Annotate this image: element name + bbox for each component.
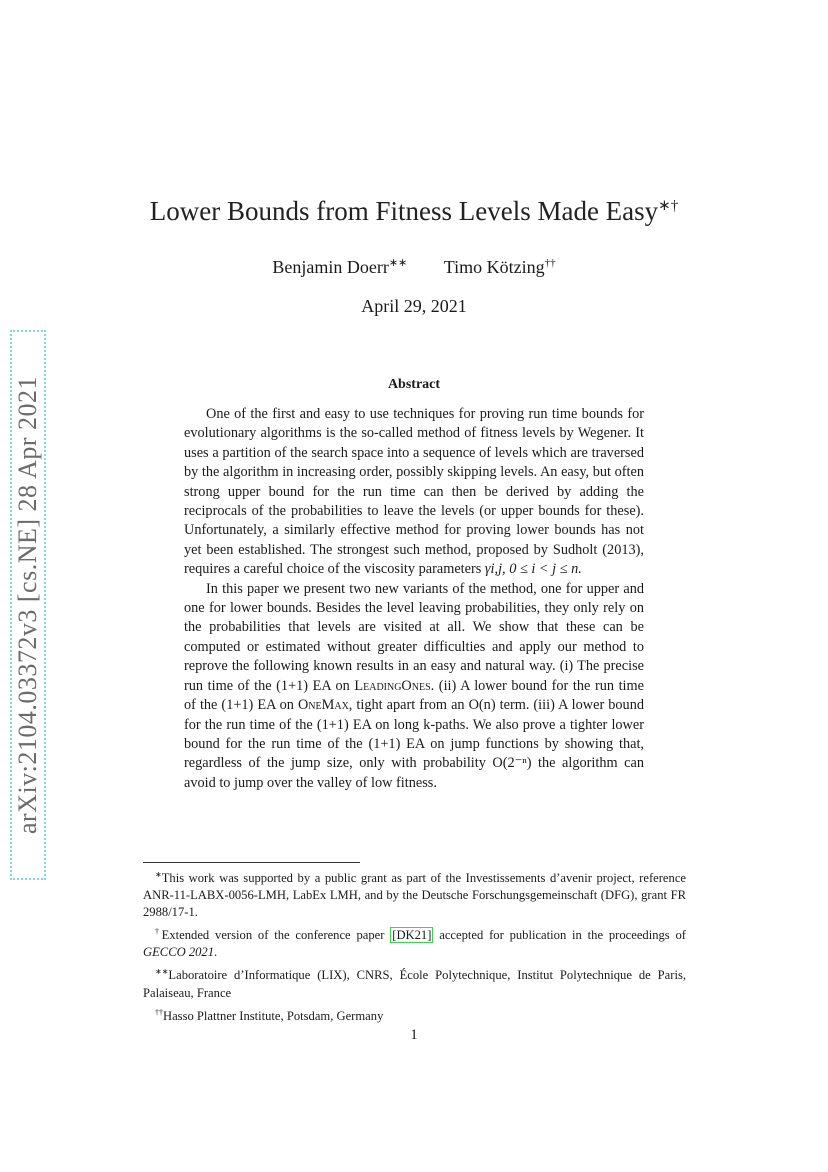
paper-date: April 29, 2021 (361, 296, 467, 316)
arxiv-stamp: arXiv:2104.03372v3 [cs.NE] 28 Apr 2021 (10, 330, 46, 880)
author-list (0, 256, 828, 278)
abstract-body (184, 405, 644, 793)
author-koetzing: Timo Kötzing†† (443, 257, 556, 277)
leadingones-term: LeadingOnes (354, 677, 431, 694)
author-doerr: Benjamin Doerr∗∗ (272, 257, 408, 277)
footnote-divider (143, 862, 360, 863)
footnote-funding: ∗This work was supported by a public grant as part of the Investissements d’avenir project, reference ANR-11-LABX-0056-LMH, LabEx LMH, and by the Deutsche Forschungsgemeinschaft (DFG), grant FR 2988/17-1. (143, 870, 686, 920)
abstract-math: γi,j, 0 ≤ i < j ≤ n. (484, 561, 582, 578)
citation-link-dk21[interactable]: [DK21] (392, 928, 432, 943)
abstract-heading: Abstract (387, 377, 441, 392)
page-number: 1 (410, 1027, 418, 1043)
footnote-affiliation-doerr: ∗∗Laboratoire d’Informatique (LIX), CNRS, École Polytechnique, Institut Polytechnique de Paris, Palaiseau, France (143, 967, 686, 1000)
footnotes (143, 866, 686, 1027)
title-text: Lower Bounds from Fitness Levels Made Easy (149, 196, 659, 226)
abstract-paragraph-1: One of the first and easy to use techniques for proving run time bounds for evolutionary algorithms is the so-called method of fitness levels by Wegener. It uses a partition of the search space into a sequence of levels which are traversed by the algorithm in increasing order, possibly skipping levels. An easy, but often strong upper bound for the run time can then be derived by adding the reciprocals of the probabilities to leave the levels (or upper bounds for these). Unfortunately, a similarly effective method for proving lower bounds has not yet been established. The strongest such method, proposed by Sudholt (2013), requires a careful choice of the viscosity parameters γi,j, 0 ≤ i < j ≤ n. (184, 406, 644, 578)
footnote-affiliation-koetzing: ††Hasso Plattner Institute, Potsdam, Germany (155, 1007, 384, 1023)
abstract-paragraph-2: In this paper we present two new variants of the method, one for upper and one for lower bounds. Besides the level leaving probabilities, they only rely on the probabilities that levels are visited at all. We show that these can be computed or estimated without greater difficulties and apply our method to reprove the following known results in an easy and natural way. (i) The precise run time of the (1+1) EA on LeadingOnes. (ii) A lower bound for the run time of the (1+1) EA on OneMax, tight apart from an O(n) term. (iii) A lower bound for the run time of the (1+1) EA on long k-paths. We also prove a tighter lower bound for the run time of the (1+1) EA on jump functions by showing that, regardless of the jump size, only with probability O(2⁻ⁿ) the algorithm can avoid to jump over the valley of low fitness. (184, 580, 644, 791)
paper-title (0, 196, 828, 227)
footnote-extended-version: †Extended version of the conference paper [DK21] accepted for publication in the proceedings of GECCO 2021. (143, 927, 687, 960)
onemax-term: OneMax (297, 697, 349, 714)
title-footnote-marks: ∗† (658, 198, 679, 214)
